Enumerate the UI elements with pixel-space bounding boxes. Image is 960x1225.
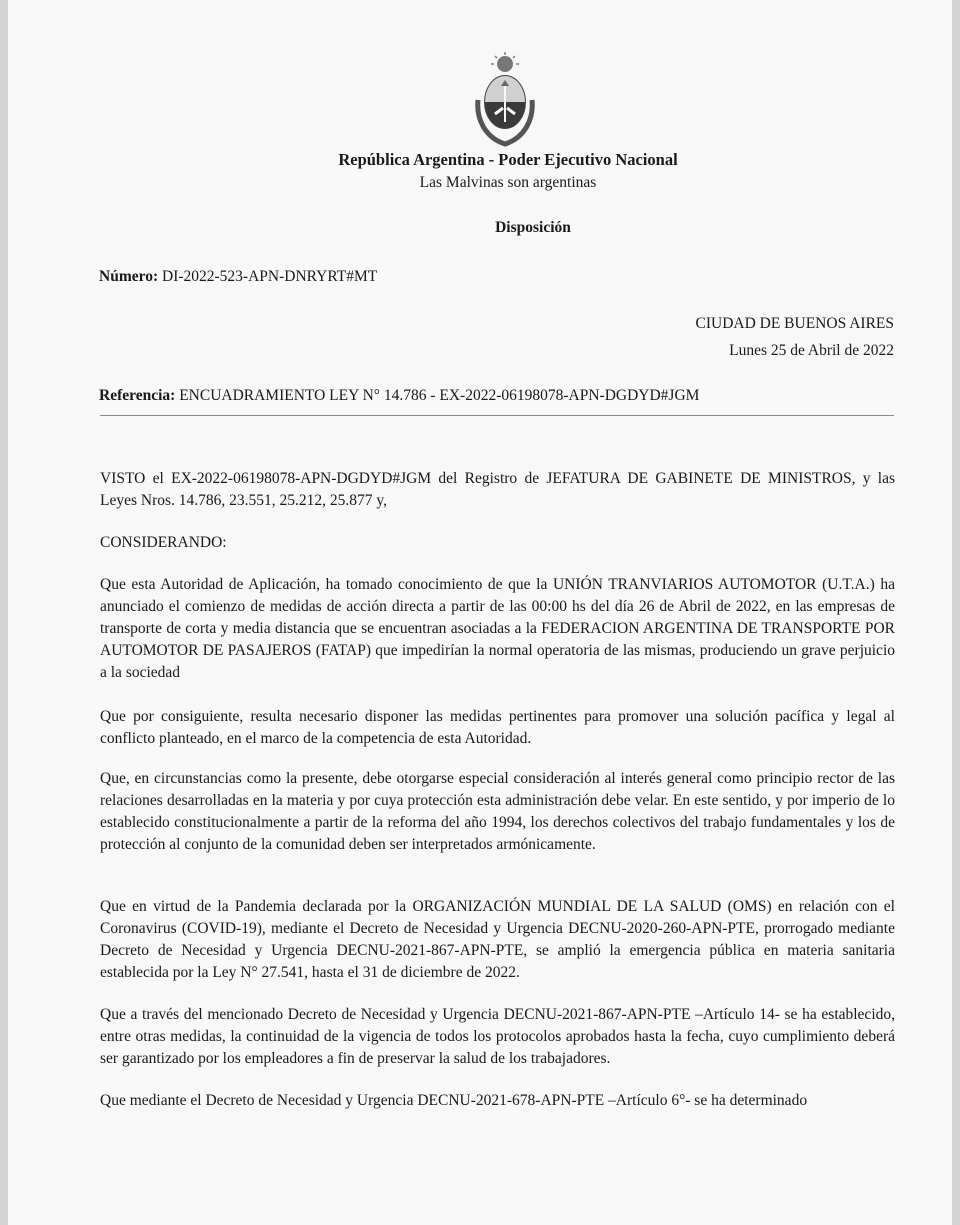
document-page bbox=[8, 0, 952, 1225]
referencia-line bbox=[99, 387, 699, 405]
date: Lunes 25 de Abril de 2022 bbox=[729, 342, 894, 359]
document-type: Disposición bbox=[495, 219, 571, 236]
divider bbox=[100, 415, 894, 416]
paragraph-5: Que a través del mencionado Decreto de Necesidad y Urgencia DECNU-2021-867-APN-PTE –Artículo 14- se ha establecido, entre otras medidas, la continuidad de la vigencia de todos los protocolos aprobados hasta la fecha, cuyo cumplimiento deberá ser garantizado por los empleadores a fin de preservar la salud de los trabajadores. bbox=[100, 1006, 895, 1067]
city: CIUDAD DE BUENOS AIRES bbox=[695, 315, 894, 332]
national-coat-of-arms-icon bbox=[468, 52, 542, 148]
numero-value: DI-2022-523-APN-DNRYRT#MT bbox=[162, 268, 378, 285]
header-title: República Argentina - Poder Ejecutivo Nacional bbox=[338, 150, 678, 169]
numero-line bbox=[99, 268, 377, 286]
header-subtitle: Las Malvinas son argentinas bbox=[419, 174, 597, 191]
numero-label: Número: bbox=[99, 268, 159, 285]
paragraph-1: Que esta Autoridad de Aplicación, ha tomado conocimiento de que la UNIÓN TRANVIARIOS AUTOMOTOR (U.T.A.) ha anunciado el comienzo de medidas de acción directa a partir de las 00:00 hs del día 26 de Abril de 2022, en las empresas de transporte de corta y media distancia que se encuentran asociadas a la FEDERACION ARGENTINA DE TRANSPORTE POR AUTOMOTOR DE PASAJEROS (FATAP) que impedirían la normal operatoria de las mismas, produciendo un grave perjuicio a la sociedad bbox=[100, 576, 895, 681]
referencia-label: Referencia: bbox=[99, 387, 176, 404]
paragraph-4: Que en virtud de la Pandemia declarada por la ORGANIZACIÓN MUNDIAL DE LA SALUD (OMS) en relación con el Coronavirus (COVID-19), mediante el Decreto de Necesidad y Urgencia DECNU-2020-260-APN-PTE, prorrogado mediante Decreto de Necesidad y Urgencia DECNU-2021-867-APN-PTE, se amplió la emergencia pública en materia sanitaria establecida por la Ley N° 27.541, hasta el 31 de diciembre de 2022. bbox=[100, 898, 895, 981]
referencia-value: ENCUADRAMIENTO LEY N° 14.786 - EX-2022-06198078-APN-DGDYD#JGM bbox=[179, 387, 700, 404]
paragraph-2: Que por consiguiente, resulta necesario disponer las medidas pertinentes para promover una solución pacífica y legal al conflicto planteado, en el marco de la competencia de esta Autoridad. bbox=[100, 708, 895, 747]
considerando-heading: CONSIDERANDO: bbox=[100, 534, 227, 551]
paragraph-6: Que mediante el Decreto de Necesidad y Urgencia DECNU-2021-678-APN-PTE –Artículo 6°- se ha determinado bbox=[100, 1092, 808, 1109]
paragraph-3: Que, en circunstancias como la presente, debe otorgarse especial consideración al interés general como principio rector de las relaciones desarrolladas en la materia y por cuya protección esta administración debe velar. En este sentido, y por imperio de lo establecido constitucionalmente a partir de la reforma del año 1994, los derechos colectivos del trabajo fundamentales y los de protección al conjunto de la comunidad deben ser interpretados armónicamente. bbox=[100, 770, 895, 853]
visto-paragraph: VISTO el EX-2022-06198078-APN-DGDYD#JGM del Registro de JEFATURA DE GABINETE DE MINISTROS, y las Leyes Nros. 14.786, 23.551, 25.212, 25.877 y, bbox=[100, 470, 895, 509]
